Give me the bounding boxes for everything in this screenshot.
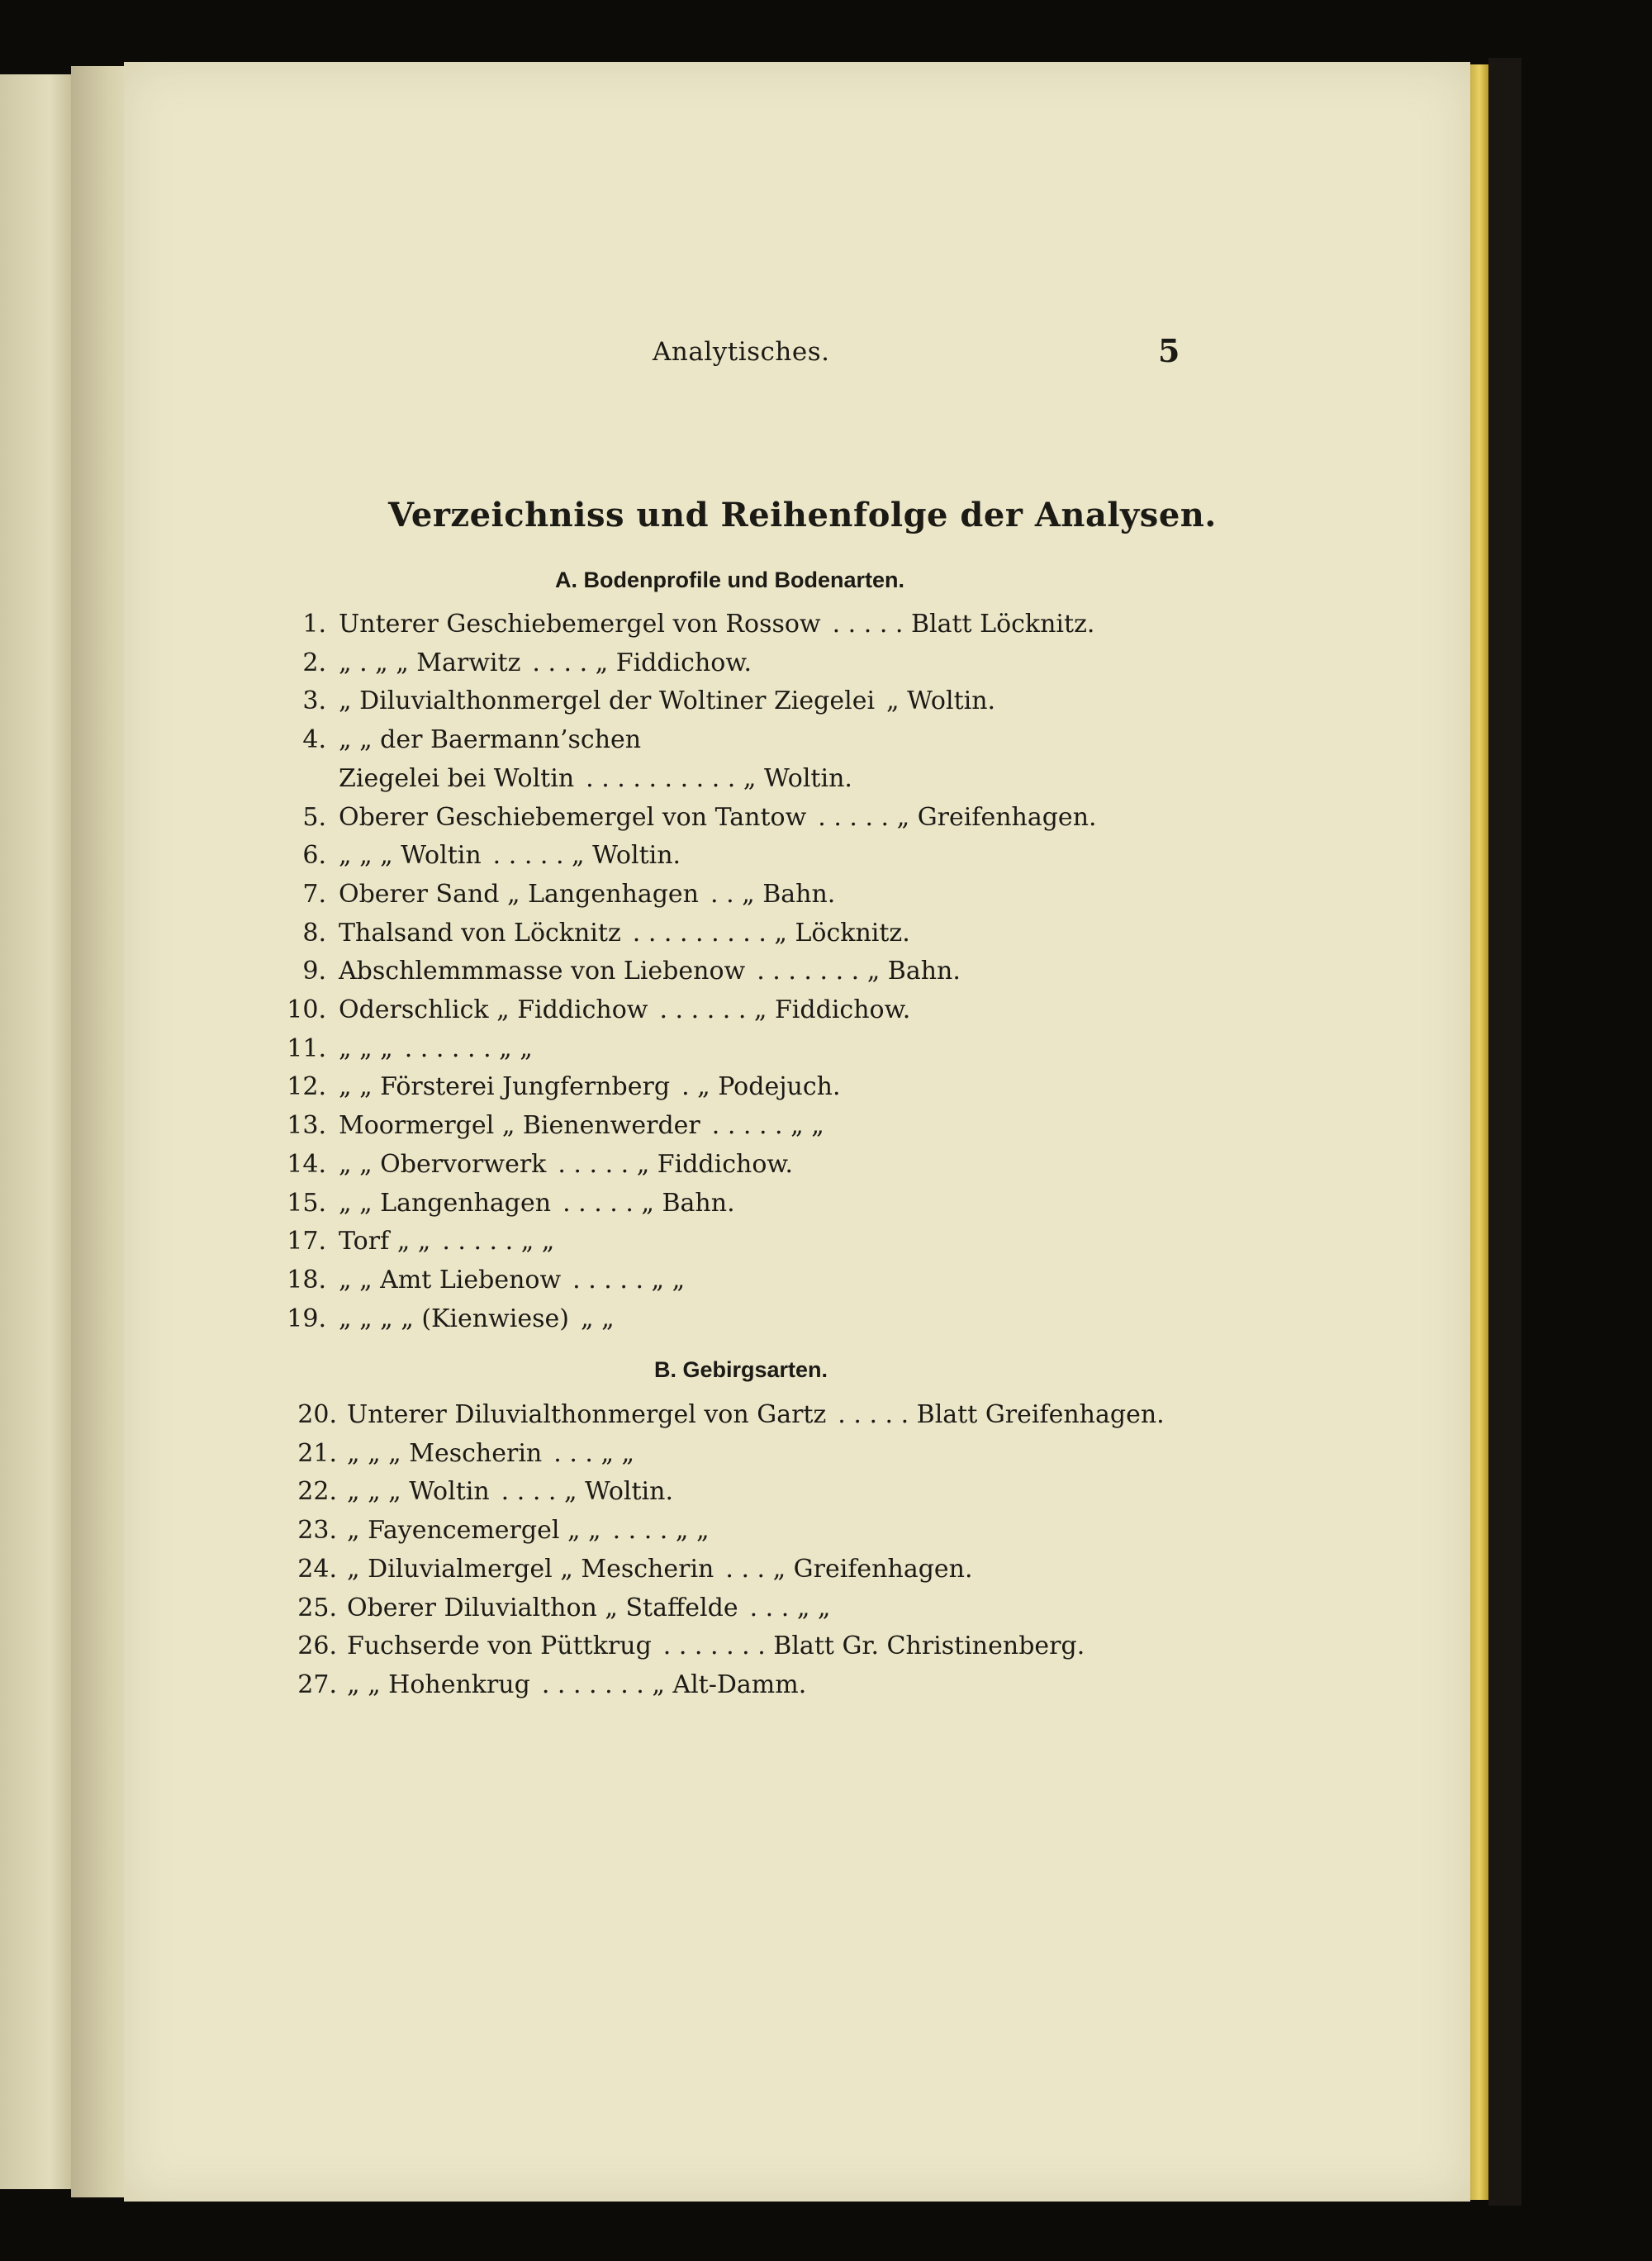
entry-text: „ „ Langenhagen (339, 1188, 552, 1218)
entry-location: „ Woltin. (886, 686, 996, 716)
entry-text: „ „ Försterei Jungfernberg (339, 1072, 671, 1102)
entry-number: 17. (287, 1227, 326, 1256)
list-item (0, 1666, 1652, 1704)
entry-number: 22. (297, 1477, 337, 1507)
entry-number: 6. (302, 841, 326, 871)
entry-number: 10. (287, 995, 326, 1024)
entry-location: . . . „ „ (553, 1438, 635, 1468)
entry-location: . . . „ Greifenhagen. (725, 1554, 973, 1584)
list-item (0, 1512, 1652, 1550)
entry-text: „ „ „ (339, 1033, 393, 1063)
entry-number: 14. (287, 1149, 326, 1179)
entry-text: Oberer Geschiebemergel von Tantow (339, 802, 807, 832)
entry-location: . . . . „ „ (612, 1516, 710, 1546)
entry-number: 27. (297, 1670, 337, 1699)
entry-location: . . . . . „ Woltin. (492, 841, 681, 871)
entry-text: „ „ „ „ (Kienwiese) (339, 1304, 569, 1333)
entry-number: 15. (287, 1188, 326, 1218)
list-item (0, 606, 1652, 644)
entry-text: „ „ „ Woltin (347, 1477, 490, 1507)
entry-text: „ Diluvialmergel „ Mescherin (347, 1554, 714, 1584)
list-item (0, 991, 1652, 1029)
entry-number: 12. (287, 1072, 326, 1102)
list-item (0, 1261, 1652, 1299)
entry-text: „ „ Amt Liebenow (339, 1265, 562, 1294)
entry-number: 9. (302, 957, 326, 986)
entry-text: Abschlemmmasse von Liebenow (339, 957, 746, 986)
entry-number: 13. (287, 1111, 326, 1141)
list-item (0, 682, 1652, 720)
entry-location: . . . . . „ „ (442, 1227, 555, 1256)
entry-number: 7. (302, 879, 326, 909)
entry-location: . . „ Bahn. (710, 879, 836, 909)
page-number: 5 (1158, 332, 1180, 369)
list-item (0, 914, 1652, 952)
list-item (0, 1435, 1652, 1473)
entry-text: „ „ Obervorwerk (339, 1149, 547, 1179)
entry-text: Torf „ „ (339, 1227, 431, 1256)
list-item (0, 1551, 1652, 1589)
entry-text: Thalsand von Löcknitz (339, 918, 621, 948)
entry-number: 5. (302, 802, 326, 832)
entry-text: Oberer Diluvialthon „ Staffelde (347, 1593, 738, 1622)
entry-location: . . . . . „ Greifenhagen. (818, 802, 1097, 832)
entry-text: Fuchserde von Püttkrug (347, 1632, 652, 1661)
entry-text: „ . „ „ Marwitz (339, 648, 521, 677)
entry-text: „ Fayencemergel „ „ (347, 1516, 601, 1546)
entry-text: Unterer Diluvialthonmergel von Gartz (347, 1400, 827, 1429)
entry-location: . . . . . Blatt Greifenhagen. (838, 1400, 1165, 1429)
list-item (0, 721, 1652, 759)
list-item (0, 837, 1652, 875)
list-item (0, 876, 1652, 914)
list-item (0, 1185, 1652, 1223)
entry-number: 20. (297, 1400, 337, 1429)
entry-location: „ „ (580, 1304, 615, 1333)
list-item (0, 952, 1652, 990)
list-item (0, 1068, 1652, 1106)
entry-number: 11. (287, 1033, 326, 1063)
entry-number: 19. (287, 1304, 326, 1333)
entry-number: 8. (302, 918, 326, 948)
entry-location: . . . . . . . „ Bahn. (757, 957, 961, 986)
entry-number: 25. (297, 1593, 337, 1622)
entry-location: . „ Podejuch. (681, 1072, 841, 1102)
entry-text: Unterer Geschiebemergel von Rossow (339, 610, 821, 639)
entry-location: . . . . . Blatt Löcknitz. (832, 610, 1095, 639)
list-item (0, 1107, 1652, 1145)
entry-text: Oderschlick „ Fiddichow (339, 995, 648, 1024)
entry-number: 18. (287, 1265, 326, 1294)
entry-location: . . . . . . . „ Alt-Damm. (541, 1670, 807, 1699)
entry-text: Ziegelei bei Woltin (339, 763, 575, 793)
entry-location: . . . . „ Woltin. (501, 1477, 674, 1507)
entry-location: . . . . . . . Blatt Gr. Christinenberg. (662, 1632, 1085, 1661)
entry-location: . . . . . . „ Fiddichow. (659, 995, 911, 1024)
entry-number: 1. (302, 610, 326, 639)
list-item (0, 1589, 1652, 1627)
entry-location: . . . . „ Fiddichow. (532, 648, 752, 677)
entry-text: „ „ „ Mescherin (347, 1438, 543, 1468)
entry-number: 26. (297, 1632, 337, 1661)
running-title: Analytisches. (653, 337, 830, 367)
entry-text: „ „ Hohenkrug (347, 1670, 530, 1699)
entry-location: . . . . . . . . . „ Löcknitz. (632, 918, 910, 948)
list-item (0, 1627, 1652, 1665)
list-item (0, 799, 1652, 837)
list-item (0, 1223, 1652, 1261)
entry-text: Moormergel „ Bienenwerder (339, 1111, 700, 1141)
section-a-heading: A. Bodenprofile und Bodenarten. (555, 568, 904, 592)
list-item (0, 1300, 1652, 1338)
entry-location: . . . . . „ „ (711, 1111, 824, 1141)
entry-number: 23. (297, 1516, 337, 1546)
entry-location: . . . . . „ „ (572, 1265, 686, 1294)
list-item (0, 1030, 1652, 1068)
page-title: Verzeichniss und Reihenfolge der Analysen. (388, 496, 1217, 534)
entry-location: . . . . . „ Fiddichow. (558, 1149, 794, 1179)
entry-text: „ Diluvialthonmergel der Woltiner Ziegelei (339, 686, 876, 716)
entry-text: „ „ der Baermann’schen (339, 725, 642, 755)
entry-location: . . . . . „ Bahn. (563, 1188, 735, 1218)
entry-number: 2. (302, 648, 326, 677)
entry-number: 4. (302, 725, 326, 755)
list-item (0, 1146, 1652, 1184)
section-b-heading: B. Gebirgsarten. (654, 1357, 828, 1382)
entry-location: . . . „ „ (749, 1593, 831, 1622)
entry-number: 21. (297, 1438, 337, 1468)
list-item (0, 644, 1652, 682)
entry-text: „ „ „ Woltin (339, 841, 482, 871)
entry-location: . . . . . . „ „ (404, 1033, 533, 1063)
entry-number: 24. (297, 1554, 337, 1584)
entry-location: . . . . . . . . . . „ Woltin. (586, 763, 852, 793)
entry-text: Oberer Sand „ Langenhagen (339, 879, 699, 909)
list-item (0, 760, 1652, 798)
entry-number: 3. (302, 686, 326, 716)
list-item (0, 1396, 1652, 1434)
list-item (0, 1473, 1652, 1511)
